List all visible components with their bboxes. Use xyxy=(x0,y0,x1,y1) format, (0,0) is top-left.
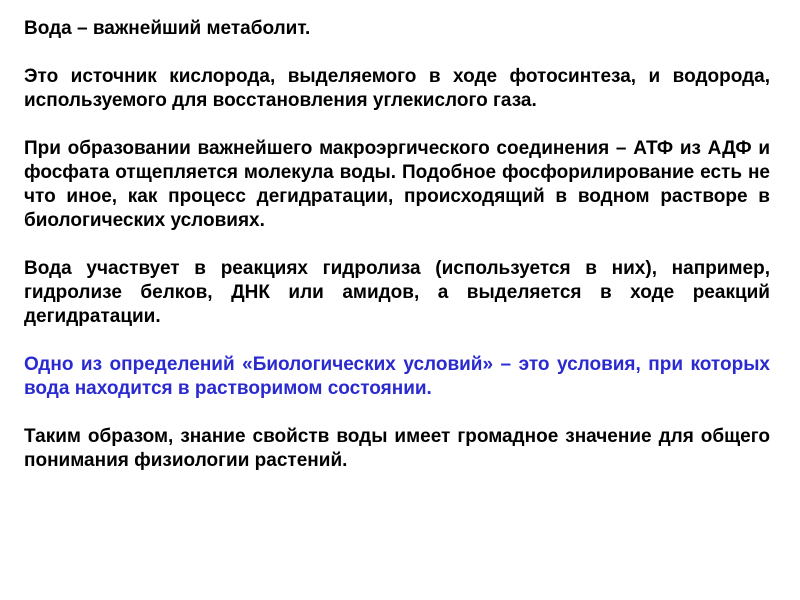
paragraph-atp-formation: При образовании важнейшего макроэргического соединения – АТФ из АДФ и фосфата отщепляется молекула воды. Подобное фосфорилирование есть не что иное, как процесс дегидратации, происходящий в водном растворе в биологических условиях. xyxy=(24,138,770,231)
paragraph-oxygen-hydrogen-source: Это источник кислорода, выделяемого в ходе фотосинтеза, и водорода, используемого для восстановления углекислого газа. xyxy=(24,66,770,111)
slide-heading: Вода – важнейший метаболит. xyxy=(24,18,311,39)
paragraph-biological-conditions-definition: Одно из определений «Биологических условий» – это условия, при которых вода находится в растворимом состоянии. xyxy=(24,354,770,399)
paragraph-conclusion: Таким образом, знание свойств воды имеет громадное значение для общего понимания физиологии растений. xyxy=(24,426,770,471)
paragraph-hydrolysis: Вода участвует в реакциях гидролиза (используется в них), например, гидролизе белков, ДНК или амидов, а выделяется в ходе реакций дегидратации. xyxy=(24,258,770,327)
